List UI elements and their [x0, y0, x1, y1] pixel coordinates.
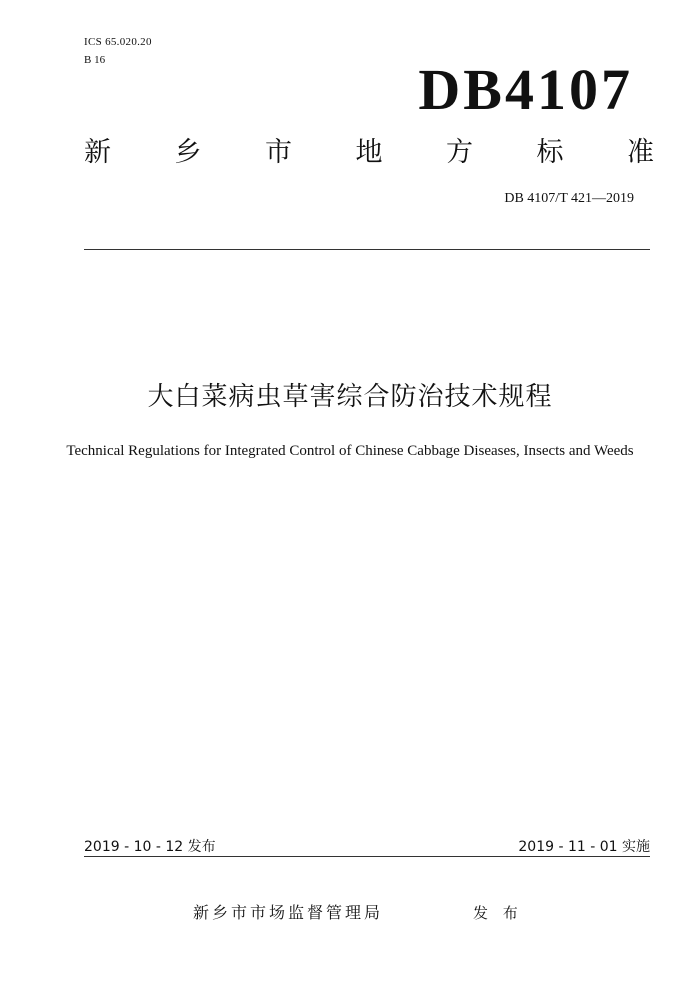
document-title-english: Technical Regulations for Integrated Control of Chinese Cabbage Diseases, Insects and Weeds [66, 443, 634, 459]
issue-date: 2019 - 10 - 12 发布 [84, 839, 216, 855]
document-title-chinese: 大白菜病虫草害综合防治技术规程 [147, 382, 553, 412]
standard-type-char: 地 [355, 137, 383, 168]
standard-type-char: 标 [536, 137, 564, 168]
standard-number: DB 4107/T 421—2019 [504, 191, 634, 206]
ccs-code: B 16 [84, 54, 106, 66]
standard-type-char: 准 [627, 137, 654, 168]
standard-type-heading [84, 134, 654, 172]
ics-code: ICS 65.020.20 [84, 36, 152, 48]
header-divider [84, 249, 650, 250]
standard-type-char: 乡 [174, 137, 202, 168]
standard-type-char: 市 [265, 137, 292, 168]
implementation-date: 2019 - 11 - 01 实施 [518, 839, 650, 855]
standard-type-char: 方 [446, 137, 473, 168]
db-code-logo: DB4107 [418, 57, 633, 122]
footer-divider [84, 856, 650, 857]
standard-type-char: 新 [84, 137, 111, 168]
issue-label: 发 布 [473, 904, 523, 922]
issuing-authority: 新乡市市场监督管理局 [193, 903, 384, 922]
